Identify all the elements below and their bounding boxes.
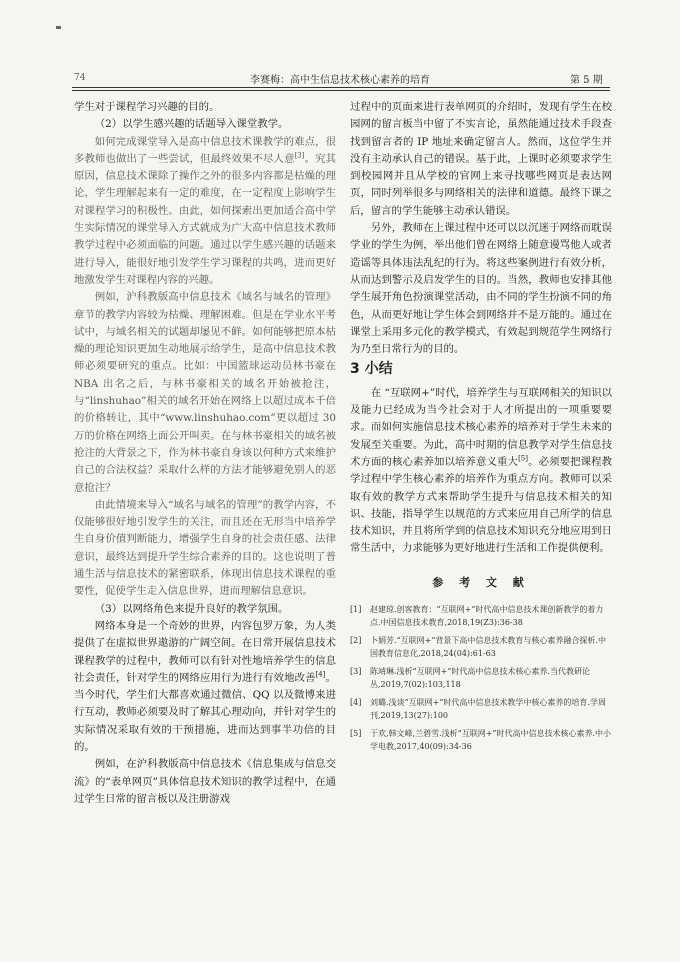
reference-number: [1] bbox=[350, 605, 362, 615]
header-rule bbox=[72, 87, 610, 88]
reference-item bbox=[350, 634, 612, 660]
paragraph: 由此情境来导入“域名与域名的管理”的教学内容，不仅能够很好地引发学生的关注，而且还在无形当中培养学生自身价值判断能力，增强学生自身的社会责任感、法律意识，最终达到提升学生综合素养的目的。这也说明了普通生活与信息技术的紧密联系，体现出信息技术课程的重要性，促使学生走入信息世界，进而理解信息意识。 bbox=[74, 498, 336, 598]
reference-text: 卜娟芳.“互联网+”背景下高中信息技术教育与核心素养融合探析.中国教育信息化,2018,24(04):61-63 bbox=[370, 636, 606, 659]
right-column bbox=[350, 99, 612, 758]
paragraph: 在 “互联网+”时代，培养学生与互联网相关的知识以及能力已经成为当今社会对于人才所提出的一项重要要求。而如何实施信息技术核心素养的培养对于学生未来的发展至关重要。为此，高中时期的信息教学对学生信息技术方面的核心素养加以培养意义重大[5]。必须要把课程教学过程中学生核心素养的培养作为重点方向。教师可以采取有效的教学方式来帮助学生提升与信息技术相关的知识、技能，指导学生以规范的方式来应用自己所学的信息技术知识，并且将所学到的信息技术知识充分地应用到日常生活中，力求能够为更好地进行生活和工作提供便利。 bbox=[350, 386, 613, 555]
reference-text: 陈靖琳.浅析“互联网+”时代高中信息技术核心素养.当代教研论丛,2019,7(02):103,118 bbox=[370, 667, 590, 690]
reference-text: 刘璐.浅谈“互联网+”时代高中信息技术教学中核心素养的培育.学周刊,2019,13(27):100 bbox=[370, 698, 606, 721]
section-title: 3 小结 bbox=[350, 361, 393, 378]
reference-item bbox=[350, 696, 612, 722]
reference-text: 赵建琼.创客教育：“互联网+”时代高中信息技术课创新教学的着力点.中国信息技术教育,2018,19(Z3):36-38 bbox=[370, 605, 604, 628]
reference-number: [5] bbox=[350, 729, 362, 739]
reference-number: [3] bbox=[350, 667, 362, 677]
paragraph: 另外，教师在上课过程中还可以以沉迷于网络而耽误学业的学生为例，举出他们曾在网络上随意谩骂他人或者造谣等具体违法乱纪的行为。将这些案例进行有效分析，从而达到警示及启发学生的目的。当然，教师也安排其他学生展开角色扮演课堂活动，由不同的学生扮演不同的角色，从而更好地让学生体会到网络并不是万能的。通过在课堂上采用多元化的教学模式，有效起到规范学生网络行为乃至日常行为的目的。 bbox=[350, 222, 612, 356]
paragraph: 学生对于课程学习兴趣的目的。 bbox=[74, 101, 220, 113]
running-title: 李赛梅：高中生信息技术核心素养的培育 bbox=[250, 75, 430, 86]
subheading: （2）以学生感兴趣的话题导入课堂教学。 bbox=[94, 118, 289, 131]
reference-number: [2] bbox=[350, 636, 362, 646]
page-number: 74 bbox=[74, 73, 86, 83]
paragraph: 网络本身是一个奇妙的世界，内容包罗万象，为人类提供了在虚拟世界遨游的广阔空间。在日常开展信息技术课程教学的过程中，教师可以有针对性地培养学生的信息社会责任，针对学生的网络应用行为进行有效地改善[4]。当今时代，学生们大都喜欢通过微信、QQ 以及微博来进行互动，教师必须要及时了解其心理动向，并针对学生的实际情况采取有效的干预措施，进而达到事半功倍的目的。 bbox=[74, 619, 337, 753]
paragraph: 过程中的页面来进行表单网页的介绍时，发现有学生在校园网的留言板当中留了不实言论，虽然能通过技术手段查找到留言者的 IP 地址来确定留言人。然而，这位学生并没有主动承认自己的错误。基于此，上课时必须要求学生到校园网并且从学校的官网上来寻找哪些网页是表达网页，同时列举很多与网络相关的法律和道德。最终下课之后，留言的学生能够主动承认错误。 bbox=[350, 101, 612, 217]
reference-item bbox=[350, 727, 612, 753]
scan-mark bbox=[56, 26, 61, 29]
left-column bbox=[74, 99, 336, 808]
paragraph: 例如，沪科教版高中信息技术《域名与域名的管理》章节的教学内容较为枯燥、理解困难。但是在学业水平考试中，与域名相关的试题却屡见不鲜。如何能够把原本枯燥的理论知识更加生动地展示给学生，是高中信息技术教师必须要研究的重点。比如：中国篮球运动员林书豪在 NBA 出名之后，与林书豪相关的域名开始被抢注，与“linshuhao”相关的域名开始在网络上以超过成本千倍的价格转让，其中“www.linshuhao.com”更以超过 30万的价格在网络上面公开叫卖。在与林书豪相关的域名被抢注的大背景之下，作为林书豪自身该以何种方式来维护自己的合法权益？采取什么样的方法才能够避免别人的恶意抢注？ bbox=[74, 291, 336, 494]
subheading: （3）以网络角色来提升良好的教学氛围。 bbox=[94, 602, 289, 615]
issue-label: 第 5 期 bbox=[570, 75, 603, 86]
paragraph: 如何完成课堂导入是高中信息技术课教学的难点，很多教师也做出了一些尝试，但最终效果不尽人意[3]。究其原因，信息技术课除了操作之外的很多内容都是枯燥的理论，学生理解起来有一定的难度，在一定程度上影响学生对课程学习的积极性。由此，如何探索出更加适合高中学生实际情况的课堂导入方式就成为广大高中信息技术教师教学过程中必须面临的问题。通过以学生感兴趣的话题来进行导入，能很好地引发学生学习课程的共鸣，进而更好地激发学生对课程内容的兴趣。 bbox=[74, 135, 337, 286]
references-heading: 参 考 文 献 bbox=[432, 575, 530, 589]
reference-list bbox=[350, 603, 612, 753]
reference-text: 于欢,韩文峰,兰碧雪.浅析“互联网+”时代高中信息技术核心素养.中小学电教,2017,40(09):34-36 bbox=[370, 729, 612, 752]
reference-number: [4] bbox=[350, 698, 362, 708]
reference-item bbox=[350, 665, 612, 691]
header-rule-thin bbox=[72, 90, 610, 91]
paragraph: 例如，在沪科教版高中信息技术《信息集成与信息交流》的“表单网页”具体信息技术知识的教学过程中，在通过学生日常的留言板以及注册游戏 bbox=[74, 758, 336, 805]
reference-item bbox=[350, 603, 612, 629]
